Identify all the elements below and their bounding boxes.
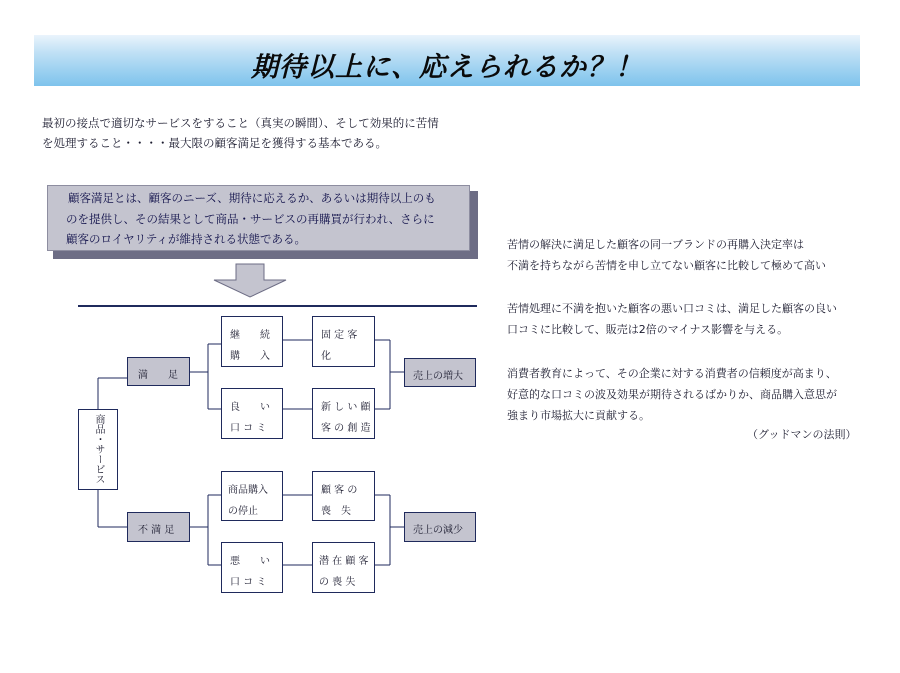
box-line: 口 コ ミ	[230, 577, 267, 588]
potential-customer-loss-box	[312, 542, 375, 593]
box-line: 購 入	[230, 351, 270, 362]
definition-line: 顧客のロイヤリティが維持される状態である。	[66, 232, 307, 246]
good-word-of-mouth-box	[221, 388, 283, 439]
customer-loss-box	[312, 471, 375, 521]
box-line: 客 の 創 造	[321, 423, 371, 434]
dissatisfied-box	[127, 512, 190, 542]
source-label: 商品・サービス	[93, 414, 104, 484]
box-line: 顧 客 の	[321, 485, 358, 496]
purchase-stop-box	[221, 471, 283, 521]
box-line: 新 し い 顧	[321, 402, 371, 413]
down-arrow-icon	[214, 264, 286, 297]
sales-increase-label: 売上の増大	[413, 371, 463, 382]
box-line: 悪 い	[230, 556, 270, 567]
box-line: 潜 在 顧 客	[319, 556, 369, 567]
sales-decrease-box	[404, 512, 476, 542]
paragraph-line: 強まり市場拡大に貢献する。	[507, 409, 650, 422]
intro-line: を処理すること・・・・最大限の顧客満足を獲得する基本である。	[42, 136, 387, 150]
paragraph-line: 口コミに比較して、販売は2倍のマイナス影響を与える。	[507, 323, 789, 336]
paragraph-line: 不満を持ちながら苦情を申し立てない顧客に比較して極めて高い	[507, 259, 826, 272]
definition-line: 顧客満足とは、顧客のニーズ、期待に応えるか、あるいは期待以上のも	[68, 191, 436, 205]
box-line: 良 い	[230, 402, 270, 413]
box-line: 固 定 客	[321, 330, 358, 341]
new-customer-box	[312, 388, 375, 439]
box-line: 化	[321, 351, 331, 362]
sales-decrease-label: 売上の減少	[413, 525, 463, 536]
paragraph-line: 苦情処理に不満を抱いた顧客の悪い口コミは、満足した顧客の良い	[507, 302, 837, 315]
attribution: （グッドマンの法則）	[747, 428, 857, 441]
satisfied-box	[127, 357, 190, 386]
box-line: 口 コ ミ	[230, 423, 267, 434]
dissatisfied-label: 不 満 足	[138, 525, 175, 536]
paragraph-line: 苦情の解決に満足した顧客の同一ブランドの再購入決定率は	[507, 238, 804, 251]
goodman-paragraph-1	[507, 234, 826, 276]
loyal-customer-box	[312, 316, 375, 367]
intro-line: 最初の接点で適切なサービスをすること（真実の瞬間）、そして効果的に苦情	[42, 116, 439, 130]
satisfied-label: 満 足	[138, 370, 178, 381]
goodman-paragraph-3	[507, 363, 837, 426]
box-line: の停止	[228, 506, 258, 517]
box-line: の 喪 失	[319, 577, 356, 588]
sales-increase-box	[404, 358, 476, 387]
bad-word-of-mouth-box	[221, 542, 283, 593]
paragraph-line: 好意的な口コミの波及効果が期待されるばかりか、商品購入意思が	[507, 388, 837, 401]
continued-purchase-box	[221, 316, 283, 367]
box-line: 継 続	[230, 330, 270, 341]
paragraph-line: 消費者教育によって、その企業に対する消費者の信頼度が高まり、	[507, 367, 837, 380]
page-title: 期待以上に、応えられるか？！	[251, 52, 643, 83]
box-line: 商品購入	[228, 485, 268, 496]
source-box	[78, 409, 118, 490]
definition-line: のを提供し、その結果として商品・サービスの再購買が行われ、さらに	[66, 211, 435, 226]
goodman-paragraph-2	[507, 298, 837, 340]
box-line: 喪 失	[321, 506, 351, 517]
